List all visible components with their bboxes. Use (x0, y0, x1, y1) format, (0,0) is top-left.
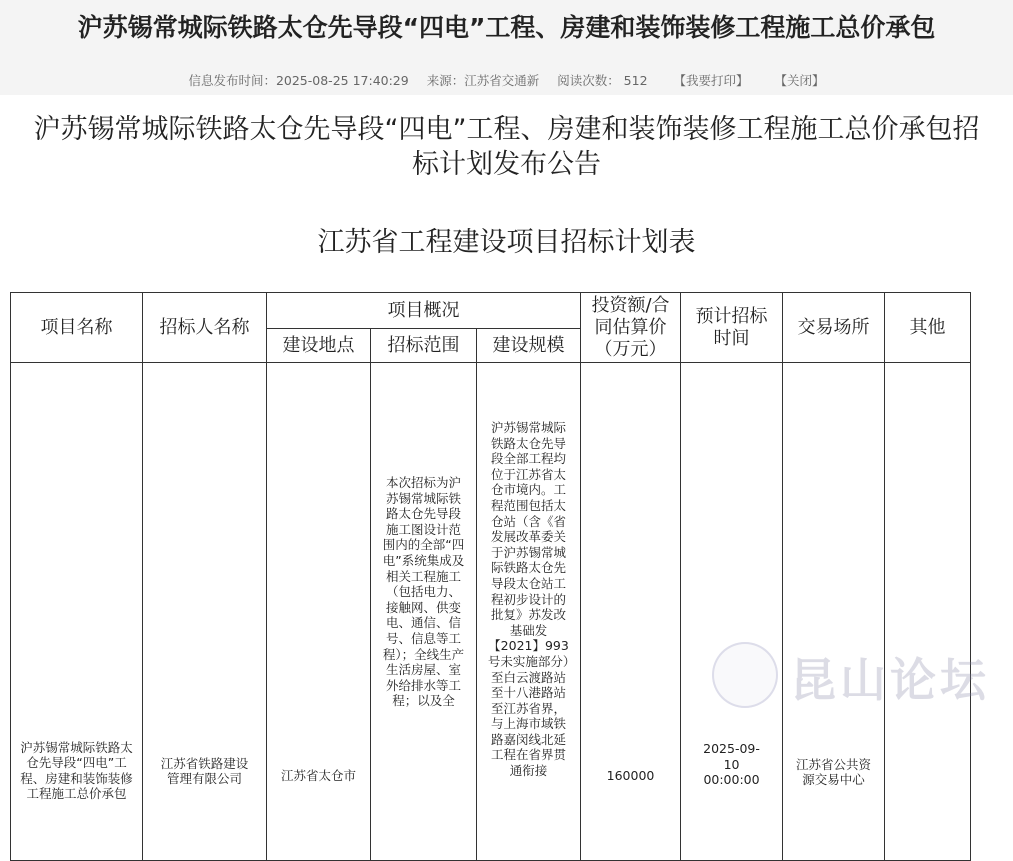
header-location: 建设地点 (267, 329, 371, 363)
cell-location (267, 363, 371, 861)
header-planned-time (681, 293, 783, 363)
article-meta (0, 71, 1013, 89)
close-link[interactable]: 【关闭】 (774, 73, 825, 88)
cell-project-name (11, 363, 143, 861)
view-count: 阅读次数： 512 (557, 73, 648, 88)
cell-investment (581, 363, 681, 861)
document-title: 沪苏锡常城际铁路太仓先导段“四电”工程、房建和装饰装修工程施工总价承包招标计划发布公告 (33, 114, 980, 180)
header-tenderer: 招标人名称 (143, 293, 267, 363)
table-title: 江苏省工程建设项目招标计划表 (317, 227, 696, 258)
project-name-text: 沪苏锡常城际铁路太仓先导段“四电”工程、房建和装饰装修工程施工总价承包 (20, 739, 133, 802)
source-label: 来源：江苏省交通新 (426, 73, 540, 88)
publish-time: 信息发布时间：2025-08-25 17:40:29 (188, 73, 409, 88)
watermark-text: 昆山论坛 (790, 653, 990, 707)
print-link[interactable]: 【我要打印】 (673, 73, 749, 88)
cell-venue (783, 363, 885, 861)
cell-scale (477, 363, 581, 861)
tender-plan-table (10, 292, 971, 861)
header-overview: 项目概况 (267, 293, 581, 329)
header-investment-text: 投资额/合同估算价（万元） (591, 294, 670, 360)
header-scope: 招标范围 (371, 329, 477, 363)
header-planned-time-text: 预计招标时间 (695, 305, 768, 349)
page-title: 沪苏锡常城际铁路太仓先导段“四电”工程、房建和装饰装修工程施工总价承包 (77, 13, 936, 42)
planned-time-text: 2025-09-10 00:00:00 (703, 741, 760, 788)
cell-scope (371, 363, 477, 861)
scale-text: 沪苏锡常城际铁路太仓先导段全部工程均位于江苏省太仓市境内。工程范围包括太仓站（含《省发展改革委关于沪苏锡常城际铁路太仓先导段太仓站工程初步设计的批复》苏发改基础发【2021】993号未实施部分）至白云渡路站至十八港路站至江苏省界，与上海市域铁路嘉闵线北延工程在省界贯通衔接 (487, 420, 570, 779)
venue-text: 江苏省公共资源交易中心 (796, 756, 872, 788)
header-investment (581, 293, 681, 363)
header-scale: 建设规模 (477, 329, 581, 363)
header-other: 其他 (885, 293, 971, 363)
investment-text: 160000 (606, 768, 655, 784)
cell-tenderer (143, 363, 267, 861)
location-text: 江苏省太仓市 (280, 767, 356, 783)
table-row (11, 363, 971, 861)
scope-text: 本次招标为沪苏锡常城际铁路太仓先导段施工图设计范围内的全部“四电”系统集成及相关工程施工（包括电力、接触网、供变电、通信、信号、信息等工程）；全线生产生活房屋、室外给排水等工程；以及全 (382, 475, 465, 709)
tenderer-text: 江苏省铁路建设管理有限公司 (160, 755, 249, 787)
header-venue: 交易场所 (783, 293, 885, 363)
header-project-name: 项目名称 (11, 293, 143, 363)
cell-other (885, 363, 971, 861)
cell-planned-time (681, 363, 783, 861)
